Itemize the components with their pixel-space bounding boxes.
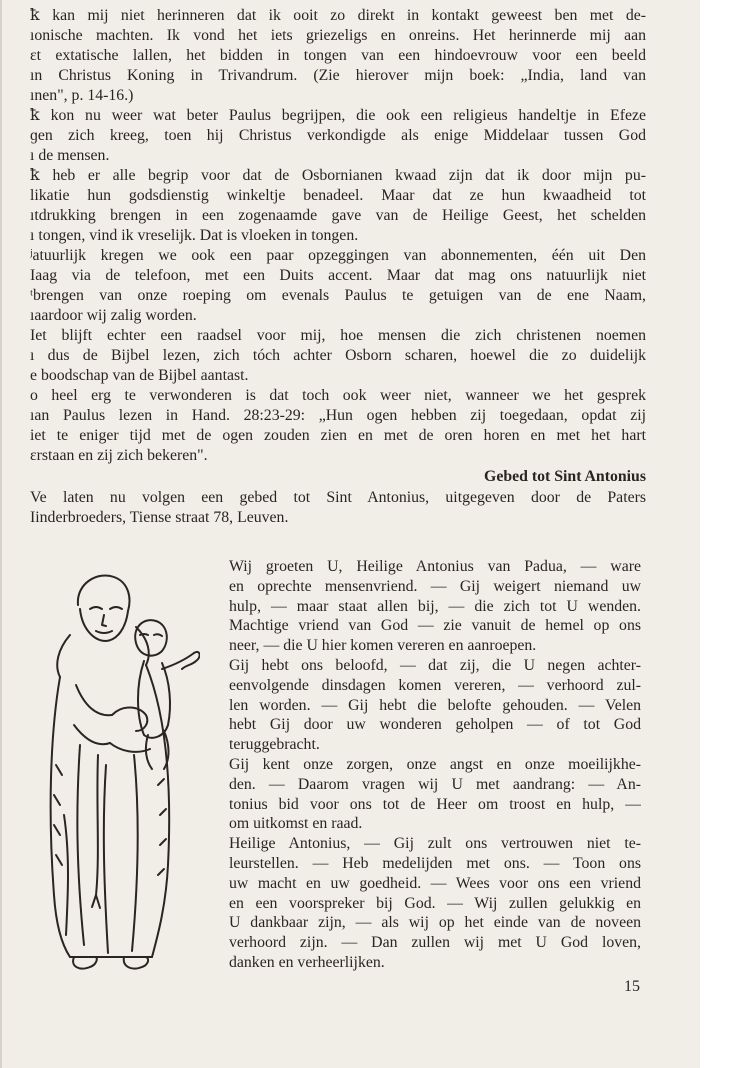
text-line: o heel erg te verwonderen is dat toch ook weer niet, wanneer we het gesprek xyxy=(30,387,646,404)
text-line: Iaag via de telefoon, met een Duits accent. Maar dat mag ons natuurlijk niet xyxy=(30,267,646,284)
text-line: ı dus de Bijbel lezen, zich tóch achter Osborn scharen, hoewel die zo duidelijk xyxy=(30,347,646,364)
text-line: ꝁ kon nu weer wat beter Paulus begrijpen, die ook een religieus handeltje in Efeze xyxy=(30,107,646,124)
page-number: 15 xyxy=(624,978,640,995)
prayer-line: eenvolgende dinsdagen komen vereren, — verhoord zul- xyxy=(229,676,641,694)
text-line: ı de mensen. xyxy=(30,147,110,164)
prayer-line: teruggebracht. xyxy=(229,736,320,754)
text-line: ꝁ kan mij niet herinneren dat ik ooit zo direkt in kontakt geweest ben met de- xyxy=(30,7,646,24)
saint-anthony-with-child-icon xyxy=(40,565,200,975)
prayer-line: uw macht en uw goedheid. — Wees voor ons een vriend xyxy=(229,874,641,892)
prayer-line: danken en verheerlijken. xyxy=(229,953,385,971)
text-line: ıonische machten. Ik vond het iets griezeligs en onreins. Het herinnerde mij aan xyxy=(30,27,646,44)
text-line: ıan Paulus lezen in Hand. 28:23-29: „Hun ogen hebben zij toegedaan, opdat zij xyxy=(30,407,646,424)
prayer-line: om uitkomst en raad. xyxy=(229,815,363,833)
text-line: Iinderbroeders, Tiense straat 78, Leuven. xyxy=(30,509,289,526)
text-line: ᵗbrengen van onze roeping om evenals Paulus te getuigen van de ene Naam, xyxy=(30,287,646,304)
intro-paragraph xyxy=(30,488,646,528)
prayer-line: leurstellen. — Heb medelijden met ons. — Toon ons xyxy=(229,854,641,872)
text-line: ꝁ heb er alle begrip voor dat de Osbornianen kwaad zijn dat ik door mijn pu- xyxy=(30,167,646,184)
text-line: ı tongen, vind ik vreselijk. Dat is vloeken in tongen. xyxy=(30,227,359,244)
text-line: e boodschap van de Bijbel aantast. xyxy=(30,367,249,384)
text-line: ıtdrukking brengen in een zogenaamde gave van de Heilige Geest, het schelden xyxy=(30,207,646,224)
prayer-line: U dankbaar zijn, — als wij op het einde van de noveen xyxy=(229,914,641,932)
prayer-line: Gij hebt ons beloofd, — dat zij, die U negen achter- xyxy=(229,656,641,674)
prayer-line: Machtige vriend van God — zie vanuit de hemel op ons xyxy=(229,617,641,635)
prayer-line: en oprechte mensenvriend. — Gij weigert niemand uw xyxy=(229,577,641,595)
prayer-line: Heilige Antonius, — Gij zult ons vertrouwen niet te- xyxy=(229,835,641,853)
text-line: likatie hun godsdienstig winkeltje benadeel. Maar dat ze hun kwaadheid tot xyxy=(30,187,646,204)
text-line: ınen", p. 14-16.) xyxy=(30,87,134,104)
prayer-line: len worden. — Gij hebt die belofte gehouden. — Velen xyxy=(229,696,641,714)
prayer-line: en een voorspreker bij God. — Wij zullen gelukkig en xyxy=(229,894,641,912)
section-heading: Gebed tot Sint Antonius xyxy=(484,468,646,485)
main-text xyxy=(30,6,646,528)
text-line: ɛt extatische lallen, het bidden in tongen van een hindoevrouw voor een beeld xyxy=(30,47,646,64)
prayer-text xyxy=(229,557,641,973)
text-line: ɛrstaan en zij zich bekeren". xyxy=(30,447,208,464)
prayer-line: Gij kent onze zorgen, onze angst en onze moeilijkhe- xyxy=(229,755,641,773)
text-line: Iet blijft echter een raadsel voor mij, hoe mensen die zich christenen noemen xyxy=(30,327,646,344)
prayer-line: den. — Daarom vragen wij U met aandrang: — An- xyxy=(229,775,641,793)
text-line: iet te eniger tijd met de ogen zouden zien en met de oren horen en met het hart xyxy=(30,427,646,444)
prayer-line: verhoord zijn. — Dan zullen wij met U God loven, xyxy=(229,934,641,952)
text-line: Ve laten nu volgen een gebed tot Sint Antonius, uitgegeven door de Paters xyxy=(30,489,646,506)
text-line: ʲatuurlijk kregen we ook een paar opzeggingen van abonnementen, één uit Den xyxy=(30,247,646,264)
text-line: ın Christus Koning in Trivandrum. (Zie hierover mijn boek: „India, land van xyxy=(30,67,646,84)
prayer-line: tonius bid voor ons tot de Heer om troost en hulp, — xyxy=(229,795,641,813)
text-line: ɡen zich kreeg, toen hij Christus verkondigde als enige Middelaar tussen God xyxy=(30,127,646,144)
upper-paragraphs xyxy=(30,6,646,466)
prayer-line: hulp, — maar staat allen bij, — die zich tot U wenden. xyxy=(229,597,641,615)
prayer-line: neer, — die U hier komen vereren en aanroepen. xyxy=(229,637,537,655)
prayer-line: hebt Gij door uw wonderen geholpen — of tot God xyxy=(229,716,641,734)
prayer-line: Wij groeten U, Heilige Antonius van Padua, — ware xyxy=(229,558,641,575)
text-line: ıaardoor wij zalig worden. xyxy=(30,307,197,324)
